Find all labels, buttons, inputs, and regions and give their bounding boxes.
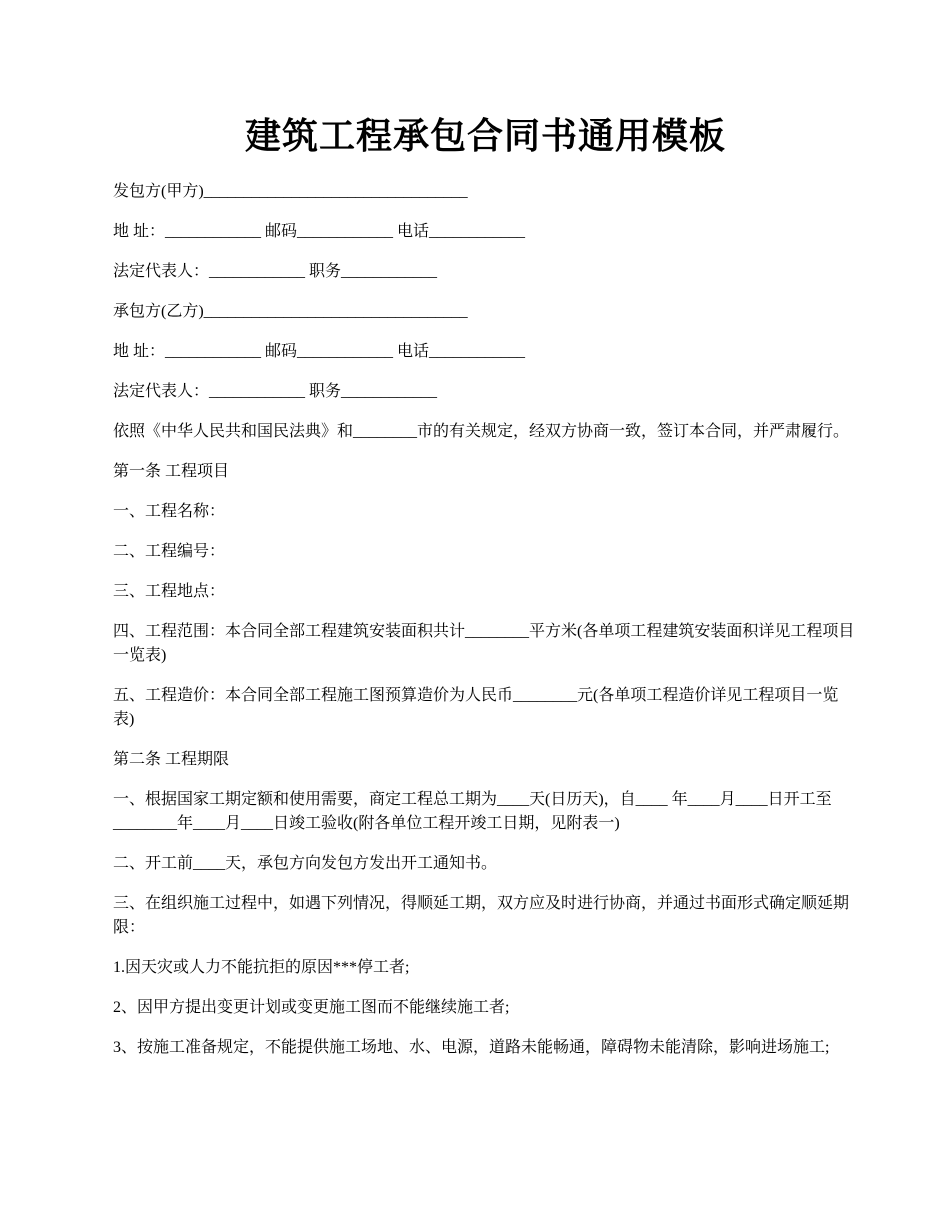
party-a-representative-line: 法定代表人：____________ 职务____________	[113, 263, 438, 280]
schedule-paragraph-3: 三、在组织施工过程中，如遇下列情况，得顺延工期，双方应及时进行协商，并通过书面形式确定顺延期限：	[113, 895, 850, 936]
document-page	[113, 110, 858, 1076]
document-title: 建筑工程承包合同书通用模板	[244, 116, 726, 156]
preamble-paragraph: 依照《中华人民共和国民法典》和________市的有关规定，经双方协商一致，签订本合同，并严肃履行。	[113, 423, 850, 440]
party-a-address-line: 地 址：____________ 邮码____________ 电话____________	[113, 223, 526, 240]
project-location-line: 三、工程地点：	[113, 583, 226, 600]
article-2-heading: 第二条 工程期限	[113, 751, 230, 768]
article-1-heading: 第一条 工程项目	[113, 463, 230, 480]
party-b-address-line: 地 址：____________ 邮码____________ 电话____________	[113, 343, 526, 360]
project-name-line: 一、工程名称：	[113, 503, 226, 520]
schedule-paragraph-1: 一、根据国家工期定额和使用需要，商定工程总工期为____天(日历天)，自____ 年____月____日开工至________年____月____日竣工验收(附各单位工程开竣工日期，见附表一)	[113, 791, 832, 832]
project-number-line: 二、工程编号：	[113, 543, 226, 560]
delay-item-3: 3、按施工准备规定，不能提供施工场地、水、电源，道路未能畅通，障碍物未能清除，影响进场施工;	[113, 1039, 830, 1056]
party-b-representative-line: 法定代表人：____________ 职务____________	[113, 383, 438, 400]
party-b-line: 承包方(乙方)_________________________________	[113, 303, 468, 320]
schedule-paragraph-2: 二、开工前____天，承包方向发包方发出开工通知书。	[113, 855, 498, 872]
project-scope-paragraph: 四、工程范围：本合同全部工程建筑安装面积共计________平方米(各单项工程建筑安装面积详见工程项目一览表)	[113, 623, 855, 664]
delay-item-2: 2、因甲方提出变更计划或变更施工图而不能继续施工者;	[113, 999, 510, 1016]
delay-item-1: 1.因天灾或人力不能抗拒的原因***停工者;	[113, 959, 410, 976]
project-cost-paragraph: 五、工程造价：本合同全部工程施工图预算造价为人民币________元(各单项工程造价详见工程项目一览表)	[113, 687, 839, 728]
party-a-line: 发包方(甲方)_________________________________	[113, 183, 468, 200]
